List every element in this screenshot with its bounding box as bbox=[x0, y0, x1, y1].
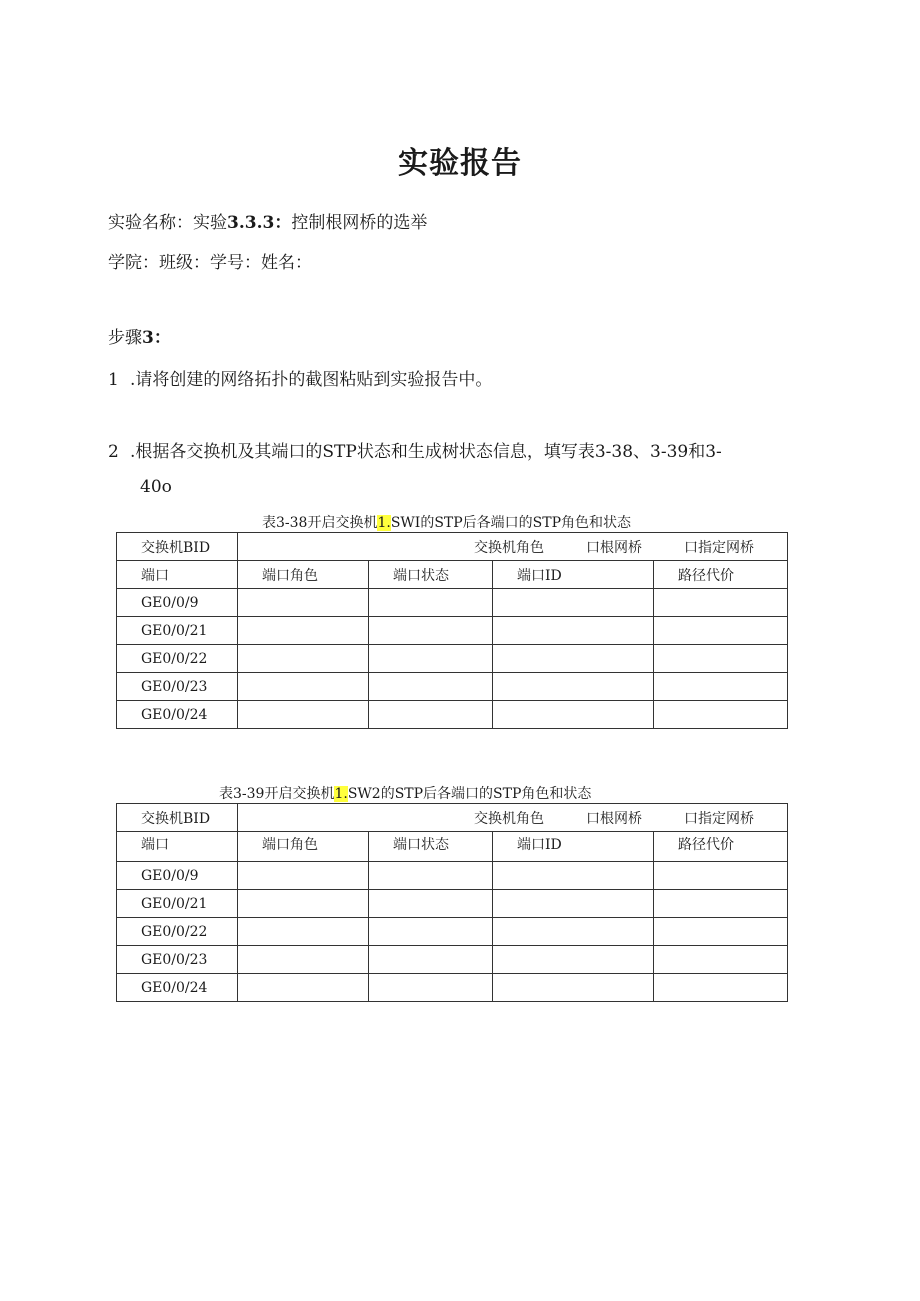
experiment-label: 实验名称：实验 bbox=[108, 213, 227, 233]
step-heading bbox=[108, 323, 171, 348]
caption-text: SWI的STP后各端口的STP角色和状态 bbox=[390, 515, 632, 531]
table-row bbox=[117, 645, 788, 673]
port-state-cell[interactable] bbox=[369, 974, 493, 1002]
port-name: GE0/0/23 bbox=[117, 946, 238, 974]
bid-value-cell[interactable] bbox=[238, 533, 788, 561]
table-row bbox=[117, 890, 788, 918]
student-info-line: 学院：班级：学号：姓名： bbox=[108, 253, 312, 273]
port-state-cell[interactable] bbox=[369, 918, 493, 946]
column-header-port-state: 端口状态 bbox=[369, 832, 493, 862]
bid-label-cell: 交换机BID bbox=[117, 804, 238, 832]
item-text: .根据各交换机及其端口的STP状态和生成树状态信息，填写表3-38、3-39和3- bbox=[130, 442, 722, 462]
path-cost-cell[interactable] bbox=[654, 589, 788, 617]
column-header-port-id: 端口ID bbox=[493, 561, 654, 589]
port-role-cell[interactable] bbox=[238, 918, 369, 946]
column-header-port-id: 端口ID bbox=[493, 832, 654, 862]
step-label: 步骤 bbox=[108, 328, 142, 348]
port-name: GE0/0/22 bbox=[117, 645, 238, 673]
port-role-cell[interactable] bbox=[238, 890, 369, 918]
port-role-cell[interactable] bbox=[238, 701, 369, 729]
port-role-cell[interactable] bbox=[238, 673, 369, 701]
port-role-cell[interactable] bbox=[238, 862, 369, 890]
port-id-cell[interactable] bbox=[493, 701, 654, 729]
page-title: 实验报告 bbox=[398, 146, 522, 181]
instruction-item-2 bbox=[108, 437, 722, 462]
column-header-path-cost: 路径代价 bbox=[654, 561, 788, 589]
port-role-cell[interactable] bbox=[238, 645, 369, 673]
experiment-name-line bbox=[108, 208, 427, 233]
port-state-cell[interactable] bbox=[369, 617, 493, 645]
port-name: GE0/0/21 bbox=[117, 890, 238, 918]
designated-bridge-checkbox[interactable]: 口指定网桥 bbox=[684, 540, 754, 556]
column-header-port-role: 端口角色 bbox=[238, 832, 369, 862]
path-cost-cell[interactable] bbox=[654, 862, 788, 890]
highlighted-text: 1. bbox=[334, 786, 348, 802]
stp-table-2 bbox=[116, 803, 788, 1002]
port-state-cell[interactable] bbox=[369, 946, 493, 974]
port-state-cell[interactable] bbox=[369, 890, 493, 918]
port-name: GE0/0/21 bbox=[117, 617, 238, 645]
port-name: GE0/0/24 bbox=[117, 974, 238, 1002]
port-state-cell[interactable] bbox=[369, 701, 493, 729]
path-cost-cell[interactable] bbox=[654, 946, 788, 974]
root-bridge-checkbox[interactable]: 口根网桥 bbox=[586, 811, 642, 827]
table-caption bbox=[262, 512, 631, 532]
table-row bbox=[117, 701, 788, 729]
column-header-port: 端口 bbox=[117, 832, 238, 862]
port-role-cell[interactable] bbox=[238, 974, 369, 1002]
experiment-number: 3.3.3： bbox=[227, 213, 292, 233]
path-cost-cell[interactable] bbox=[654, 617, 788, 645]
caption-text: SW2的STP后各端口的STP角色和状态 bbox=[347, 786, 592, 802]
port-name: GE0/0/23 bbox=[117, 673, 238, 701]
table-row bbox=[117, 617, 788, 645]
port-name: GE0/0/9 bbox=[117, 862, 238, 890]
port-id-cell[interactable] bbox=[493, 645, 654, 673]
port-id-cell[interactable] bbox=[493, 673, 654, 701]
path-cost-cell[interactable] bbox=[654, 673, 788, 701]
bid-label-cell: 交换机BID bbox=[117, 533, 238, 561]
port-state-cell[interactable] bbox=[369, 673, 493, 701]
step-number: 3： bbox=[142, 328, 171, 348]
path-cost-cell[interactable] bbox=[654, 974, 788, 1002]
column-header-port-state: 端口状态 bbox=[369, 561, 493, 589]
path-cost-cell[interactable] bbox=[654, 890, 788, 918]
item-continuation: 40o bbox=[140, 477, 172, 497]
item-text: .请将创建的网络拓扑的截图粘贴到实验报告中。 bbox=[130, 370, 493, 390]
item-number: 1 bbox=[108, 370, 119, 390]
port-id-cell[interactable] bbox=[493, 617, 654, 645]
stp-table-1 bbox=[116, 532, 788, 729]
column-header-port: 端口 bbox=[117, 561, 238, 589]
item-number: 2 bbox=[108, 442, 119, 462]
path-cost-cell[interactable] bbox=[654, 645, 788, 673]
switch-role-label: 交换机角色 bbox=[474, 540, 544, 556]
port-state-cell[interactable] bbox=[369, 589, 493, 617]
path-cost-cell[interactable] bbox=[654, 918, 788, 946]
root-bridge-checkbox[interactable]: 口根网桥 bbox=[586, 540, 642, 556]
port-role-cell[interactable] bbox=[238, 589, 369, 617]
port-name: GE0/0/24 bbox=[117, 701, 238, 729]
port-id-cell[interactable] bbox=[493, 918, 654, 946]
table-caption bbox=[219, 783, 591, 803]
table-row bbox=[117, 673, 788, 701]
table-row bbox=[117, 946, 788, 974]
table-row bbox=[117, 918, 788, 946]
port-role-cell[interactable] bbox=[238, 946, 369, 974]
designated-bridge-checkbox[interactable]: 口指定网桥 bbox=[684, 811, 754, 827]
port-name: GE0/0/22 bbox=[117, 918, 238, 946]
switch-role-label: 交换机角色 bbox=[474, 811, 544, 827]
table-row bbox=[117, 974, 788, 1002]
port-state-cell[interactable] bbox=[369, 862, 493, 890]
table-row bbox=[117, 862, 788, 890]
instruction-item-1 bbox=[108, 365, 492, 390]
port-id-cell[interactable] bbox=[493, 589, 654, 617]
port-id-cell[interactable] bbox=[493, 862, 654, 890]
port-role-cell[interactable] bbox=[238, 617, 369, 645]
port-id-cell[interactable] bbox=[493, 946, 654, 974]
caption-text: 表3-38开启交换机 bbox=[262, 515, 378, 531]
column-header-path-cost: 路径代价 bbox=[654, 832, 788, 862]
experiment-title: 控制根网桥的选举 bbox=[291, 213, 428, 233]
port-id-cell[interactable] bbox=[493, 890, 654, 918]
bid-value-cell[interactable] bbox=[238, 804, 788, 832]
port-id-cell[interactable] bbox=[493, 974, 654, 1002]
highlighted-text: 1. bbox=[377, 515, 391, 531]
port-state-cell[interactable] bbox=[369, 645, 493, 673]
caption-text: 表3-39开启交换机 bbox=[219, 786, 335, 802]
table-row bbox=[117, 589, 788, 617]
port-name: GE0/0/9 bbox=[117, 589, 238, 617]
path-cost-cell[interactable] bbox=[654, 701, 788, 729]
column-header-port-role: 端口角色 bbox=[238, 561, 369, 589]
